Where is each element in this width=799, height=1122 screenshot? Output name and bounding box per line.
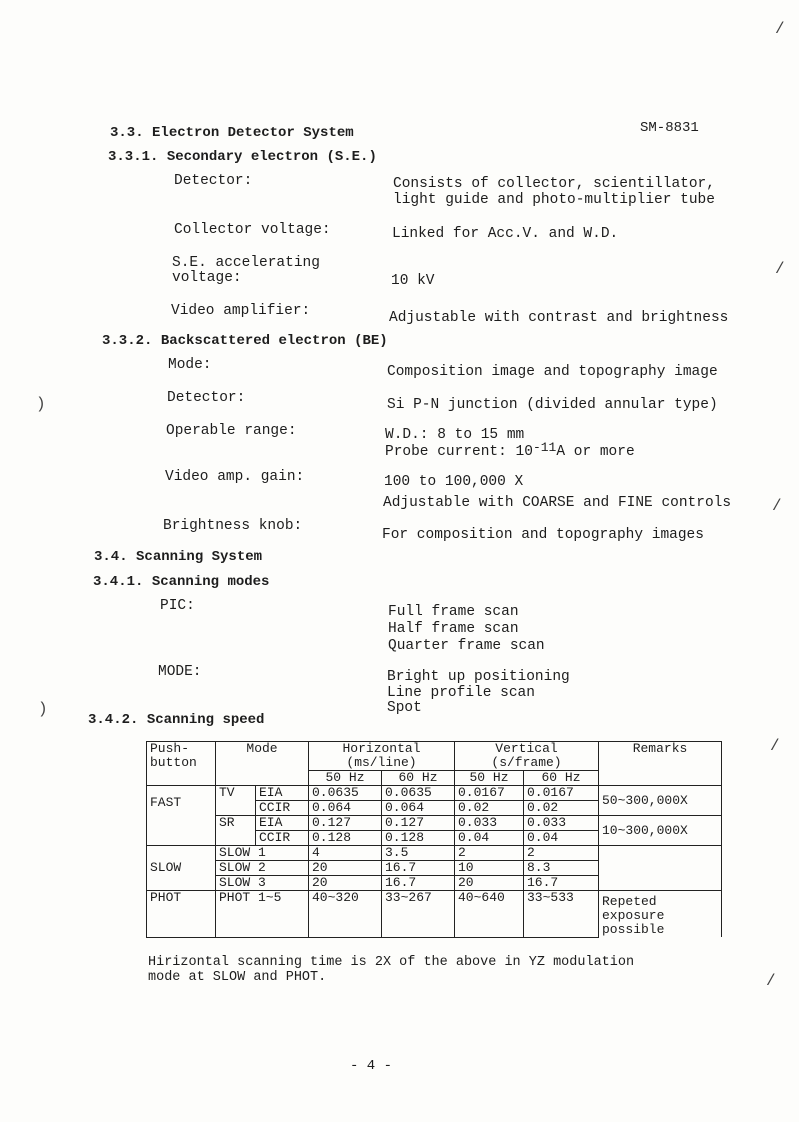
probe-current-text: Probe current: 10 xyxy=(385,444,533,460)
video-amplifier-label: Video amplifier: xyxy=(171,303,311,319)
header-push-line-2: button xyxy=(150,755,197,770)
h60-cell: 0.064 xyxy=(382,801,455,816)
header-horizontal-line-1: Horizontal xyxy=(342,741,421,756)
section-title: Scanning modes xyxy=(151,574,270,590)
header-vertical-line-2: (s/frame) xyxy=(491,755,562,770)
table-footnote xyxy=(148,955,634,985)
header-v-50hz: 50 Hz xyxy=(455,771,524,786)
section-3-4-2-heading xyxy=(88,712,264,728)
section-title: Electron Detector System xyxy=(152,125,354,141)
be-mode-label: Mode: xyxy=(168,357,212,373)
table-header-row xyxy=(147,742,722,771)
margin-mark: / xyxy=(772,497,782,515)
be-mode-value: Composition image and topography image xyxy=(387,364,718,380)
h50-cell: 40~320 xyxy=(309,891,382,938)
v50-cell: 0.033 xyxy=(455,816,524,831)
eia-cell: EIA xyxy=(256,786,309,801)
margin-mark: ) xyxy=(38,700,48,718)
v60-cell: 0.033 xyxy=(524,816,599,831)
mode-cell: SLOW 1 xyxy=(216,846,309,861)
pic-value-1: Full frame scan xyxy=(388,604,519,620)
video-amp-gain-value-1: 100 to 100,000 X xyxy=(384,474,524,490)
phot-cell: PHOT xyxy=(147,891,216,938)
operable-range-label: Operable range: xyxy=(166,423,297,439)
sr-cell: SR xyxy=(216,816,256,846)
margin-mark: ) xyxy=(36,395,46,413)
v60-cell: 2 xyxy=(524,846,599,861)
remark-sr: 10~300,000X xyxy=(599,816,722,846)
ccir-cell: CCIR xyxy=(256,801,309,816)
section-title: Scanning System xyxy=(136,549,263,565)
section-3-3-2-heading xyxy=(102,333,388,349)
section-abbr: (BE) xyxy=(354,333,388,349)
header-horizontal-line-2: (ms/line) xyxy=(346,755,417,770)
brightness-knob-value: For composition and topography images xyxy=(382,527,704,543)
h60-cell: 3.5 xyxy=(382,846,455,861)
header-vertical-line-1: Vertical xyxy=(495,741,558,756)
mode-cell: SLOW 3 xyxy=(216,876,309,891)
mode-cell: PHOT 1~5 xyxy=(216,891,309,938)
header-remarks: Remarks xyxy=(599,742,722,786)
footnote-line-1: Hirizontal scanning time is 2X of the above in YZ modulation xyxy=(148,955,635,970)
header-mode: Mode xyxy=(216,742,309,786)
h50-cell: 20 xyxy=(309,876,382,891)
remark-phot-line-1: Repeted xyxy=(602,894,657,909)
se-accelerating-label-1: S.E. accelerating xyxy=(172,255,320,271)
se-detector-label: Detector: xyxy=(174,173,253,189)
section-number: 3.4. xyxy=(94,549,128,565)
section-number: 3.3. xyxy=(110,125,144,141)
be-detector-label: Detector: xyxy=(167,390,246,406)
video-amp-gain-label: Video amp. gain: xyxy=(165,469,305,485)
remark-slow xyxy=(599,846,722,891)
se-detector-value-1: Consists of collector, scientillator, xyxy=(393,176,715,192)
table-row xyxy=(147,816,722,831)
h60-cell: 0.127 xyxy=(382,816,455,831)
v60-cell: 16.7 xyxy=(524,876,599,891)
be-detector-value: Si P-N junction (divided annular type) xyxy=(387,397,718,413)
v50-cell: 2 xyxy=(455,846,524,861)
operable-range-value-2 xyxy=(385,440,635,460)
header-vertical xyxy=(455,742,599,771)
table-row xyxy=(147,786,722,801)
h50-cell: 0.0635 xyxy=(309,786,382,801)
h60-cell: 0.128 xyxy=(382,831,455,846)
fast-cell: FAST xyxy=(147,786,216,846)
v50-cell: 0.0167 xyxy=(455,786,524,801)
v50-cell: 0.04 xyxy=(455,831,524,846)
table-row xyxy=(147,891,722,938)
v50-cell: 20 xyxy=(455,876,524,891)
se-accelerating-value: 10 kV xyxy=(391,273,435,289)
tv-cell: TV xyxy=(216,786,256,816)
h60-cell: 33~267 xyxy=(382,891,455,938)
probe-current-unit: A or more xyxy=(556,444,635,460)
section-3-4-1-heading xyxy=(93,574,269,590)
probe-current-exponent: -11 xyxy=(532,440,557,455)
header-push-button xyxy=(147,742,216,786)
margin-mark: / xyxy=(766,972,776,990)
v60-cell: 33~533 xyxy=(524,891,599,938)
page-number: - 4 - xyxy=(350,1058,393,1074)
table-row xyxy=(147,846,722,861)
h50-cell: 20 xyxy=(309,861,382,876)
section-title: Secondary electron (S.E.) xyxy=(166,149,377,165)
section-3-4-heading xyxy=(94,549,262,565)
v50-cell: 0.02 xyxy=(455,801,524,816)
mode-value-1: Bright up positioning xyxy=(387,669,570,685)
v50-cell: 40~640 xyxy=(455,891,524,938)
section-number: 3.3.1. xyxy=(108,149,159,165)
v60-cell: 8.3 xyxy=(524,861,599,876)
header-h-50hz: 50 Hz xyxy=(309,771,382,786)
header-v-60hz: 60 Hz xyxy=(524,771,599,786)
mode-value-2: Line profile scan xyxy=(387,685,535,701)
section-number: 3.4.2. xyxy=(88,712,139,728)
h60-cell: 0.0635 xyxy=(382,786,455,801)
mode-cell: SLOW 2 xyxy=(216,861,309,876)
section-title: Backscattered electron xyxy=(160,333,346,349)
remark-phot xyxy=(599,891,722,938)
margin-mark: / xyxy=(775,260,785,278)
ccir-cell: CCIR xyxy=(256,831,309,846)
document-id: SM-8831 xyxy=(640,120,699,136)
pic-value-2: Half frame scan xyxy=(388,621,519,637)
margin-mark: / xyxy=(775,20,785,38)
footnote-line-2: mode at SLOW and PHOT. xyxy=(148,970,327,985)
remark-tv: 50~300,000X xyxy=(599,786,722,816)
mode-label: MODE: xyxy=(158,664,202,680)
h60-cell: 16.7 xyxy=(382,876,455,891)
pic-value-3: Quarter frame scan xyxy=(388,638,545,654)
section-3-3-heading xyxy=(110,125,354,141)
remark-phot-line-3: possible xyxy=(602,922,665,937)
header-horizontal xyxy=(309,742,455,771)
v60-cell: 0.04 xyxy=(524,831,599,846)
v60-cell: 0.02 xyxy=(524,801,599,816)
section-number: 3.4.1. xyxy=(93,574,144,590)
h60-cell: 16.7 xyxy=(382,861,455,876)
se-accelerating-label-2: voltage: xyxy=(172,270,242,286)
mode-value-3: Spot xyxy=(387,700,422,716)
scanning-speed-table xyxy=(146,741,722,938)
se-detector-value-2: light guide and photo-multiplier tube xyxy=(393,192,715,208)
eia-cell: EIA xyxy=(256,816,309,831)
video-amp-gain-value-2: Adjustable with COARSE and FINE controls xyxy=(383,495,732,511)
h50-cell: 0.127 xyxy=(309,816,382,831)
remark-phot-line-2: exposure xyxy=(602,908,665,923)
section-number: 3.3.2. xyxy=(102,333,153,349)
brightness-knob-label: Brightness knob: xyxy=(163,518,303,534)
slow-cell: SLOW xyxy=(147,846,216,891)
h50-cell: 0.128 xyxy=(309,831,382,846)
collector-voltage-value: Linked for Acc.V. and W.D. xyxy=(392,226,619,242)
h50-cell: 4 xyxy=(309,846,382,861)
collector-voltage-label: Collector voltage: xyxy=(174,222,331,238)
header-h-60hz: 60 Hz xyxy=(382,771,455,786)
section-3-3-1-heading xyxy=(108,149,377,165)
section-title: Scanning speed xyxy=(146,712,265,728)
margin-mark: / xyxy=(770,737,780,755)
v60-cell: 0.0167 xyxy=(524,786,599,801)
video-amplifier-value: Adjustable with contrast and brightness xyxy=(389,310,729,326)
operable-range-value-1: W.D.: 8 to 15 mm xyxy=(385,427,525,443)
h50-cell: 0.064 xyxy=(309,801,382,816)
v50-cell: 10 xyxy=(455,861,524,876)
pic-label: PIC: xyxy=(160,598,195,614)
header-push-line-1: Push- xyxy=(150,741,190,756)
